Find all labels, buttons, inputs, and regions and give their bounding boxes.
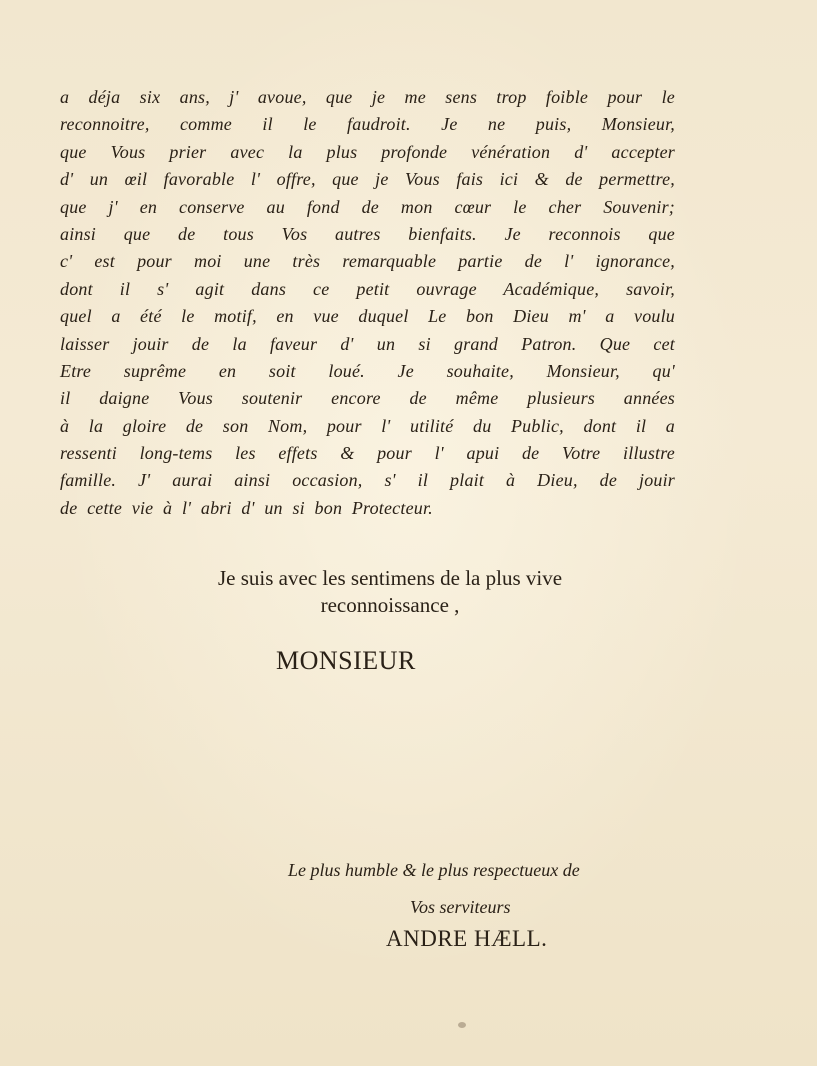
body-text [60, 84, 675, 522]
text-line: laisser jouir de la faveur d' un si grand Patron. Que cet [60, 333, 675, 354]
text-line: Etre suprême en soit loué. Je souhaite, Monsieur, qu' [60, 360, 675, 381]
servant-line: Vos serviteurs [410, 897, 511, 917]
text-line: dont il s' agit dans ce petit ouvrage Académique, savoir, [60, 278, 675, 299]
text-line: famille. J' aurai ainsi occasion, s' il plait à Dieu, de jouir [60, 470, 675, 491]
salutation: MONSIEUR [276, 646, 416, 675]
signature: ANDRE HÆLL. [386, 926, 548, 951]
text-line: que j' en conserve au fond de mon cœur le cher Souvenir; [60, 196, 675, 217]
closing-line: reconnoissance , [320, 593, 460, 617]
text-line: il daigne Vous soutenir encore de même plusieurs années [60, 388, 675, 409]
text-line: que Vous prier avec la plus profonde vénération d' accepter [60, 141, 675, 162]
text-line: c' est pour moi une très remarquable partie de l' ignorance, [60, 251, 675, 272]
closing-line: Je suis avec les sentimens de la plus vive [217, 566, 563, 590]
signoff: Le plus humble & le plus respectueux de [288, 860, 580, 880]
text-line: à la gloire de son Nom, pour l' utilité du Public, dont il a [60, 415, 675, 436]
text-line: d' un œil favorable l' offre, que je Vous fais ici & de permettre, [60, 169, 675, 190]
text-line: ressenti long-tems les effets & pour l' apui de Votre illustre [60, 443, 675, 464]
text-line: a déja six ans, j' avoue, que je me sens trop foible pour le [60, 87, 675, 107]
text-line: ainsi que de tous Vos autres bienfaits. Je reconnois que [60, 223, 675, 244]
text-line: de cette vie à l' abri d' un si bon Protecteur. [60, 497, 433, 518]
text-line: quel a été le motif, en vue duquel Le bon Dieu m' a voulu [60, 306, 675, 327]
text-line: reconnoitre, comme il le faudroit. Je ne puis, Monsieur, [60, 114, 675, 135]
ink-speck [458, 1022, 466, 1028]
